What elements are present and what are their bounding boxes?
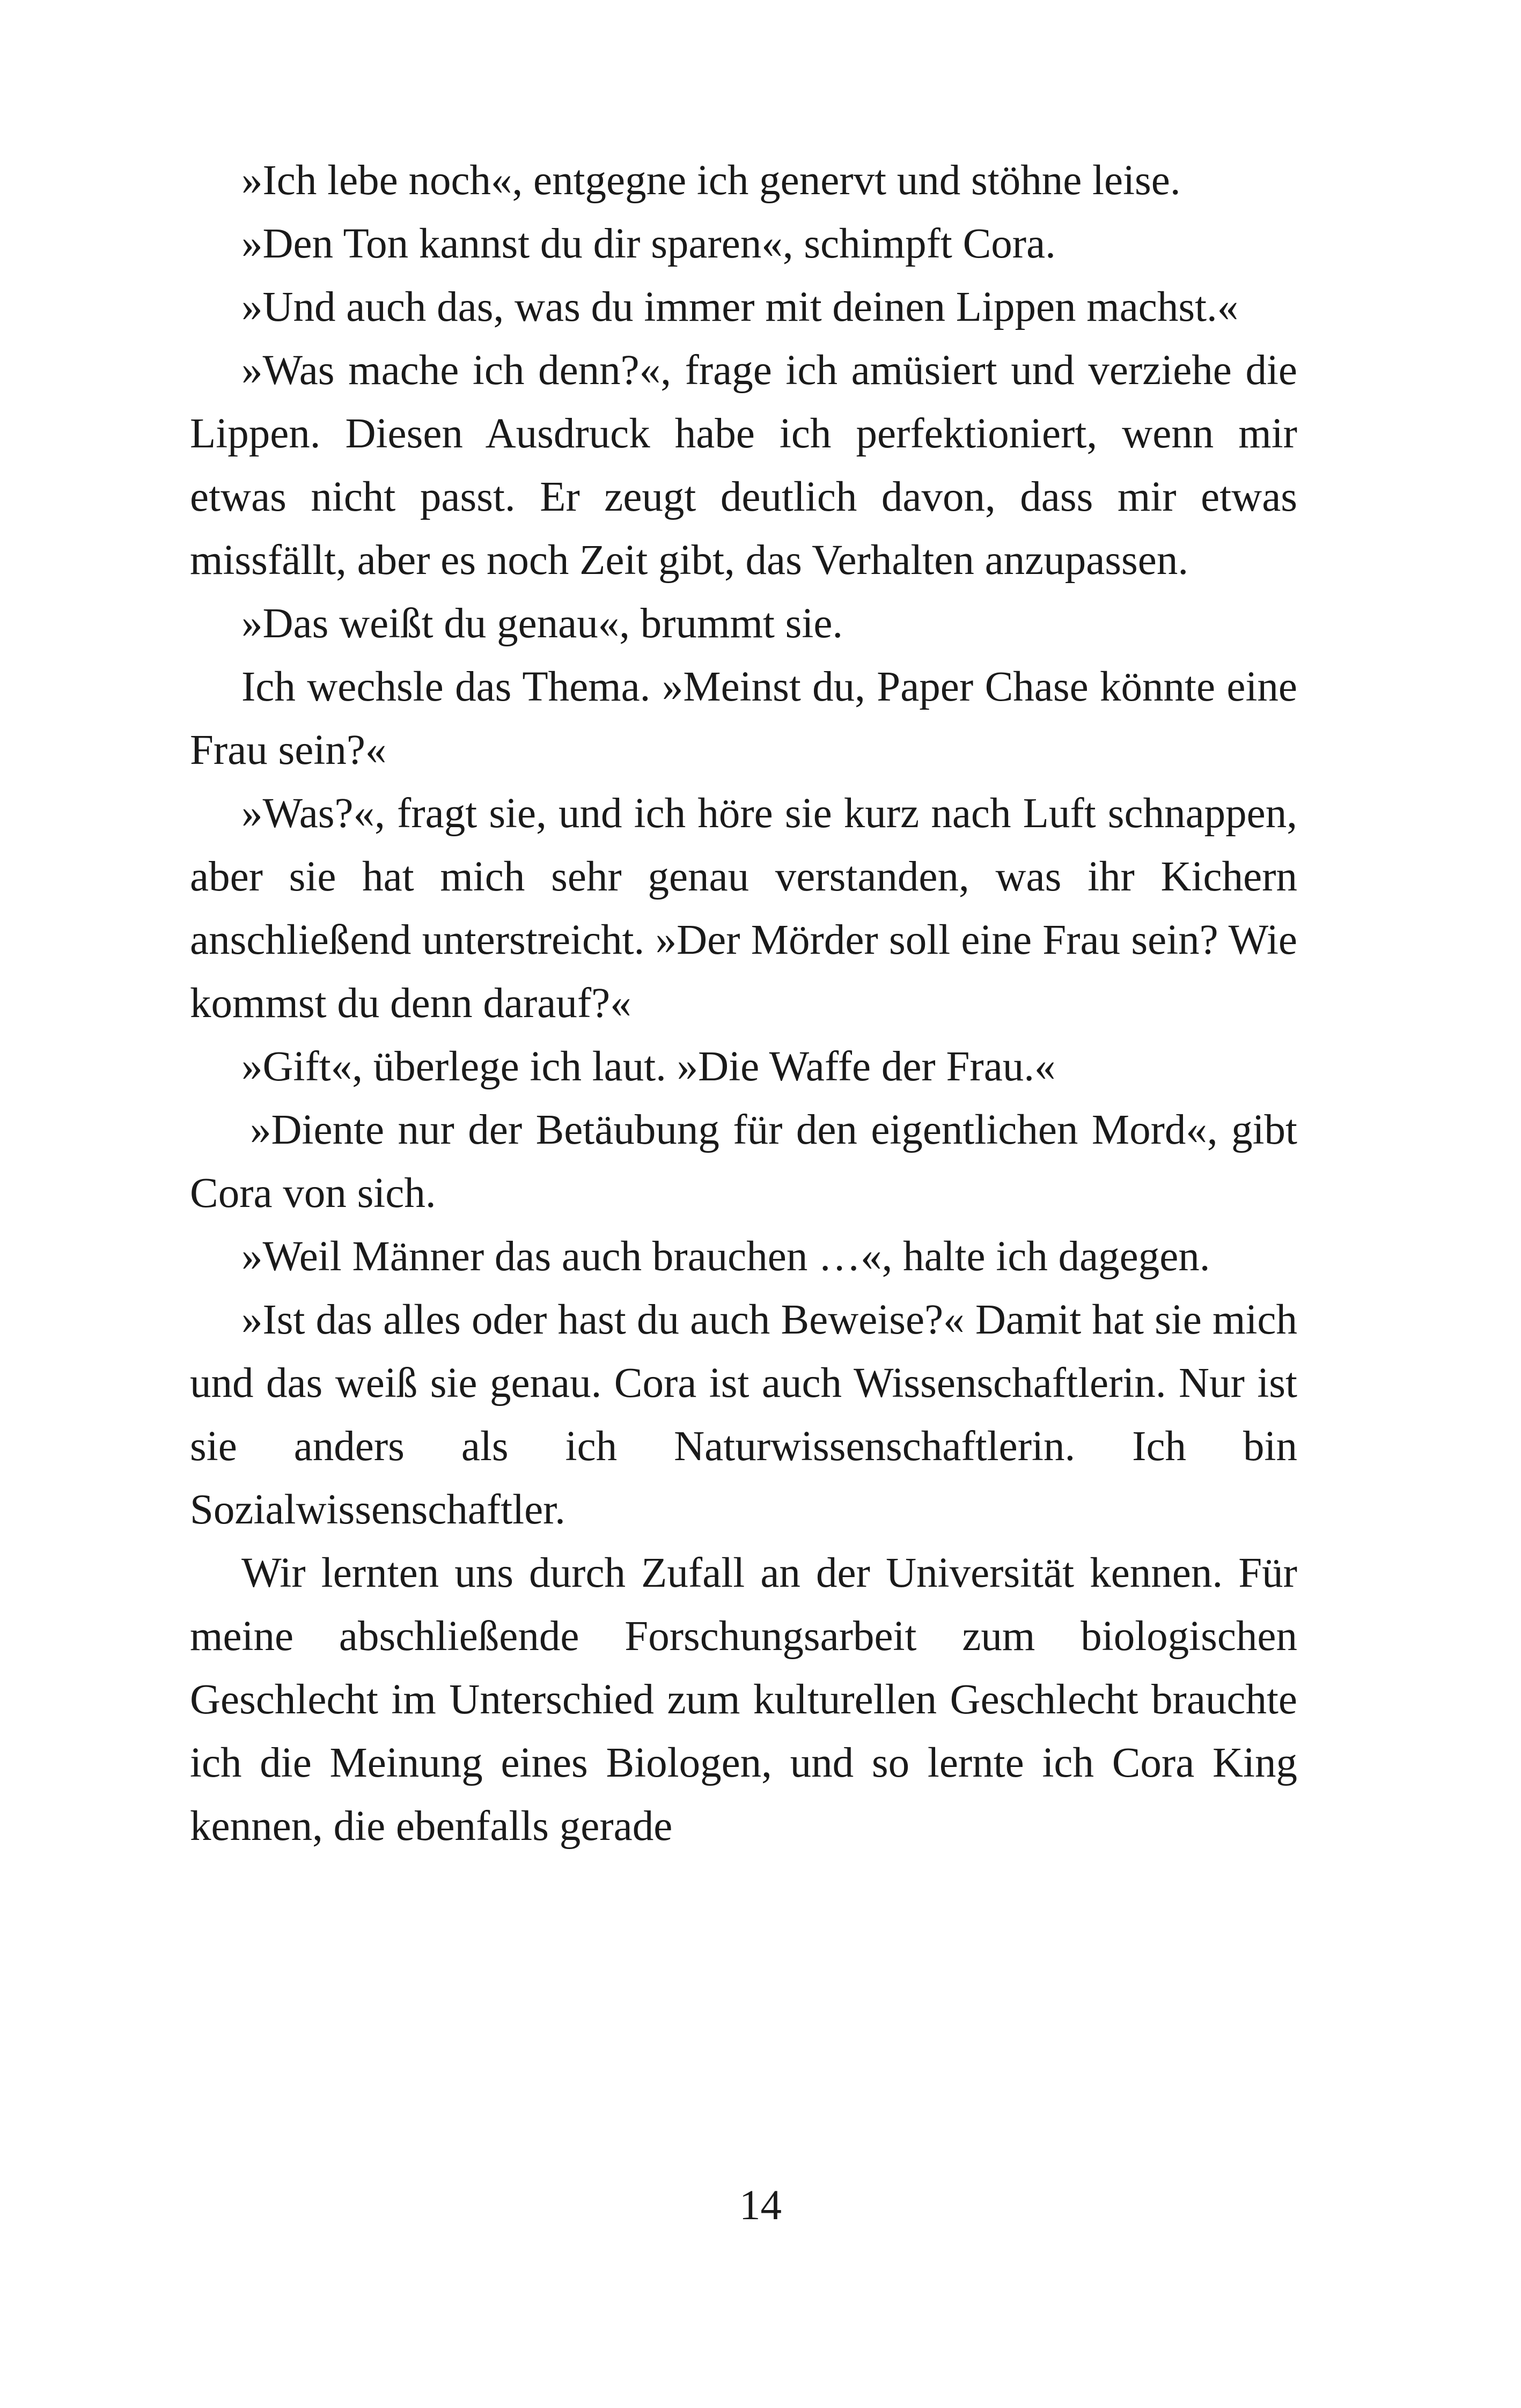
paragraph-4: »Was mache ich denn?«, frage ich amüsiert und verziehe die Lippen. Diesen Ausdruck habe ich perfektioniert, wenn mir etwas nicht passt. Er zeugt deutlich davon, dass mir etwas missfällt, aber es noch Zeit gibt, das Verhalten anzupassen.	[190, 347, 1297, 584]
paragraph-8: »Gift«, überlege ich laut. »Die Waffe der Frau.«	[241, 1043, 1056, 1090]
paragraph-10: »Weil Männer das auch brauchen …«, halte ich dagegen.	[241, 1233, 1210, 1280]
paragraph-6: Ich wechsle das Thema. »Meinst du, Paper Chase könnte eine Frau sein?«	[190, 664, 1297, 774]
paragraph-9: »Diente nur der Betäubung für den eigentlichen Mord«, gibt Cora von sich.	[190, 1107, 1297, 1217]
paragraph-1: »Ich lebe noch«, entgegne ich genervt und stöhne leise.	[241, 157, 1181, 204]
paragraph-11: »Ist das alles oder hast du auch Beweise?« Damit hat sie mich und das weiß sie genau. Cora ist auch Wissenschaftlerin. Nur ist sie anders als ich Naturwissenschaftlerin. Ich bin Sozialwissenschaftler.	[190, 1297, 1297, 1533]
paragraph-12: Wir lernten uns durch Zufall an der Universität kennen. Für meine abschließende Forschungsarbeit zum biologischen Geschlecht im Unterschied zum kulturellen Geschlecht brauchte ich die Meinung eines Biologen, und so lernte ich Cora King kennen, die ebenfalls gerade	[190, 1550, 1297, 1850]
paragraph-3: »Und auch das, was du immer mit deinen Lippen machst.«	[241, 284, 1239, 330]
paragraph-2: »Den Ton kannst du dir sparen«, schimpft Cora.	[241, 220, 1056, 267]
paragraph-7: »Was?«, fragt sie, und ich höre sie kurz nach Luft schnappen, aber sie hat mich sehr genau verstanden, was ihr Kichern anschließend unterstreicht. »Der Mörder soll eine Frau sein? Wie kommst du denn darauf?«	[190, 790, 1297, 1027]
book-page-text	[190, 149, 1297, 1858]
page-number: 14	[739, 2182, 782, 2229]
paragraph-5: »Das weißt du genau«, brummt sie.	[241, 600, 843, 647]
